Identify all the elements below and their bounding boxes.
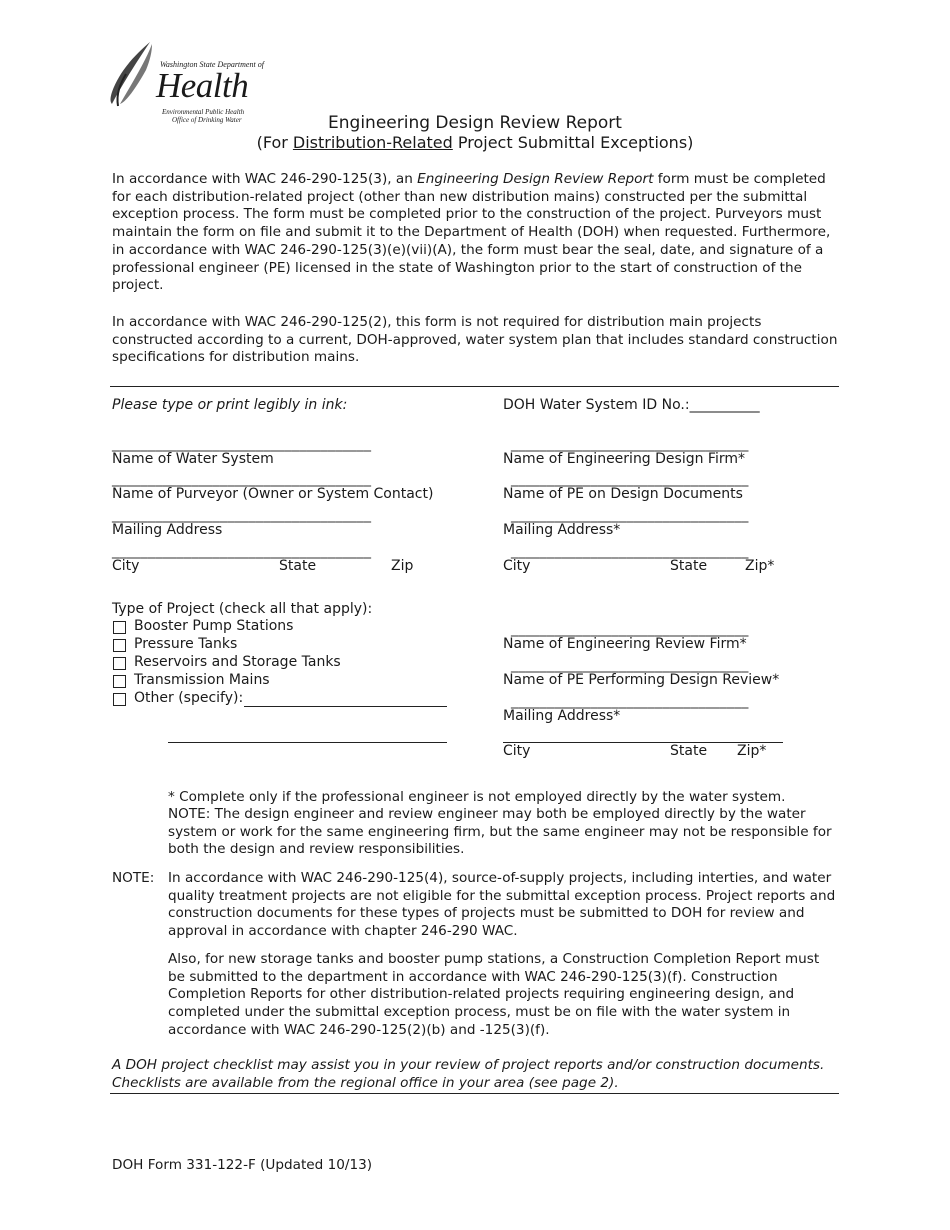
left-mailing-line[interactable]: ____________________________________ [112,507,372,523]
project-type-text: Other (specify): [134,690,244,706]
page-subtitle [0,133,950,152]
pe-review-label: Name of PE Performing Design Review* [503,672,780,688]
right-city-line[interactable]: _________________________________ [511,543,749,559]
system-id-field[interactable] [503,397,760,413]
right-zip-label: Zip* [745,558,775,574]
logo-sub-line-1: Environmental Public Health [162,108,245,116]
page-title: Engineering Design Review Report [328,113,622,133]
logo-sub-line-2: Office of Drinking Water [172,116,242,124]
project-type-label: Type of Project (check all that apply): [112,601,373,617]
logo-dept-line: Washington State Department of [160,60,264,69]
pe-design-line[interactable]: _________________________________ [511,471,749,487]
right-zip2-label: Zip* [737,743,767,759]
other-specify-line-2[interactable] [168,742,447,743]
checkbox[interactable] [113,675,126,688]
left-zip-label: Zip [391,558,414,574]
intro-paragraph-1 [112,171,842,295]
left-state-label: State [279,558,317,574]
system-id-label: DOH Water System ID No.: [503,397,690,413]
right-mailing2-line[interactable]: _________________________________ [511,693,749,709]
project-type-text: Transmission Mains [134,672,270,688]
left-mailing-label: Mailing Address [112,522,223,538]
review-firm-line[interactable]: _________________________________ [511,621,749,637]
checkbox[interactable] [113,621,126,634]
right-mailing2-label: Mailing Address* [503,708,621,724]
subtitle-underlined: Distribution-Related [292,133,453,152]
intro-p1-start: In accordance with WAC 246-290-125(3), an [112,171,418,187]
water-system-label: Name of Water System [112,451,274,467]
right-mailing-label: Mailing Address* [503,522,621,538]
right-state2-label: State [670,743,708,759]
right-city-label: City [503,558,531,574]
top-divider [110,386,839,387]
checkbox[interactable] [113,693,126,706]
design-firm-line[interactable]: _________________________________ [511,436,749,452]
pe-design-label: Name of PE on Design Documents [503,486,743,502]
system-id-blank: __________ [689,397,760,413]
right-city2-label: City [503,743,531,759]
other-specify-line[interactable] [244,706,447,707]
form-instruction: Please type or print legibly in ink: [112,397,348,413]
pe-review-line[interactable]: _________________________________ [511,657,749,673]
intro-paragraph-2: In accordance with WAC 246-290-125(2), this form is not required for distribution main projects constructed according to a current, DOH-approved, water system plan that includes standard construction specifications for distribution mains. [112,314,838,366]
project-type-text: Reservoirs and Storage Tanks [134,654,341,670]
checkbox[interactable] [113,657,126,670]
form-number: DOH Form 331-122-F (Updated 10/13) [112,1157,373,1173]
checklist-note: A DOH project checklist may assist you in your review of project reports and/or construction documents. Checklists are available from the regional office in your area (see page 2). [112,1057,825,1091]
purveyor-line[interactable]: ____________________________________ [112,471,372,487]
right-state-label: State [670,558,708,574]
checkbox[interactable] [113,639,126,652]
intro-p1-end: form must be completed for each distribution-related project (other than new distribution mains) constructed per the submittal exception process. The form must be completed prior to the construction of the project. Purveyors must maintain the form on file and submit it to the Department of Health (DOH) when requested. Furthermore, in accordance with WAC 246-290-125(3)(e)(vii)(A), the form must bear the seal, date, and signature of a professional engineer (PE) licensed in the state of Washington prior to the start of construction of the project. [112,171,831,294]
right-mailing-line[interactable]: _________________________________ [511,507,749,523]
design-review-note: NOTE: The design engineer and review engineer may both be employed directly by the water system or work for the same engineering firm, but the same engineer may not be responsible for both the design and review responsibilities. [168,806,832,858]
left-city-line[interactable]: ____________________________________ [112,543,372,559]
bottom-divider [110,1093,839,1094]
subtitle-prefix: (For [256,133,293,152]
logo-name: Health [156,66,249,105]
subtitle-suffix: Project Submittal Exceptions) [452,133,694,152]
left-city-label: City [112,558,140,574]
intro-p1-italic: Engineering Design Review Report [417,171,654,187]
review-firm-label: Name of Engineering Review Firm* [503,636,747,652]
note-ineligible: In accordance with WAC 246-290-125(4), source-of-supply projects, including interties, and water quality treatment projects are not eligible for the submittal exception process. Project reports and construction documents for these types of projects must be submitted to DOH for review and approval in accordance with chapter 246-290 WAC. [168,870,836,940]
note-completion-report: Also, for new storage tanks and booster pump stations, a Construction Completion Report must be submitted to the department in accordance with WAC 246-290-125(3)(f). Construction Completion Reports for other distribution-related projects requiring engineering design, and completed under the submittal exception process, must be on file with the water system in accordance with WAC 246-290-125(2)(b) and -125(3)(f). [168,951,820,1038]
note-label: NOTE: [112,870,155,886]
asterisk-note: * Complete only if the professional engineer is not employed directly by the water system. [168,789,786,805]
water-system-line[interactable]: ____________________________________ [112,436,372,452]
design-firm-label: Name of Engineering Design Firm* [503,451,746,467]
purveyor-label: Name of Purveyor (Owner or System Contact) [112,486,434,502]
project-type-text: Booster Pump Stations [134,618,294,634]
project-type-text: Pressure Tanks [134,636,238,652]
